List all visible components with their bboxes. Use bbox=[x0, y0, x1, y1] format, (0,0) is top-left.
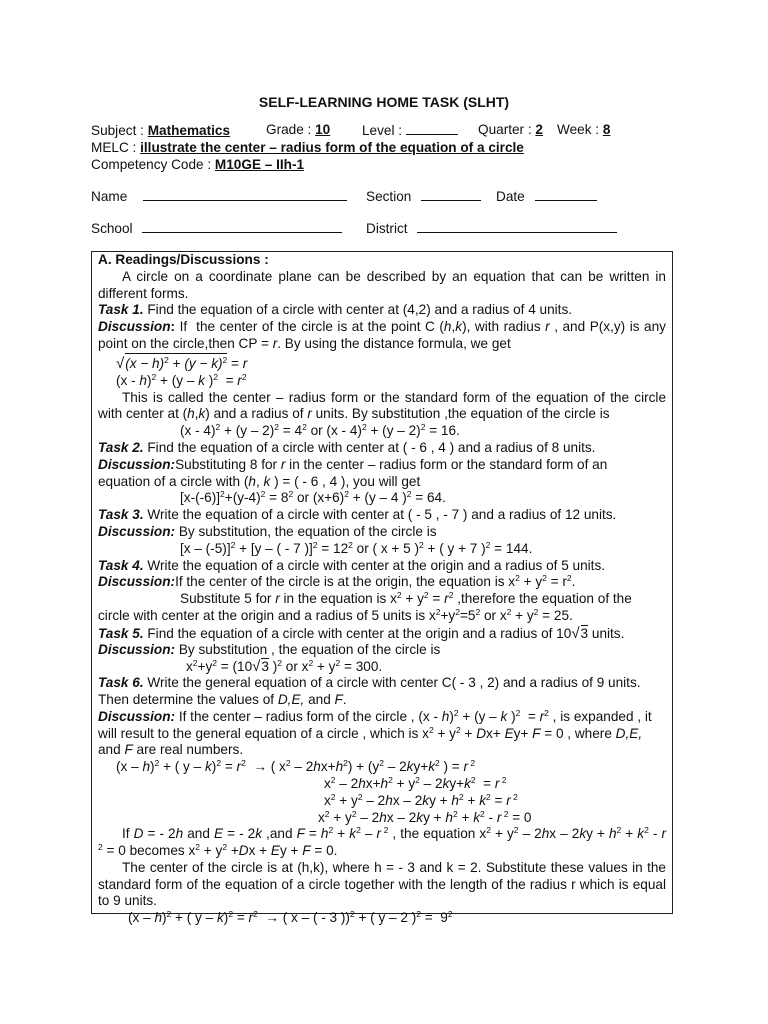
district-field bbox=[366, 220, 617, 236]
discussion-label: Discussion: bbox=[98, 641, 176, 657]
quarter-label: Quarter : bbox=[478, 122, 532, 137]
discussion-text: By substitution, the equation of the circle is bbox=[175, 523, 437, 539]
week-value: 8 bbox=[602, 122, 611, 137]
text-line: The center of the circle is at (h,k), where h = - 3 and k = 2. Substitute these values in the bbox=[122, 859, 666, 875]
level-blank[interactable] bbox=[406, 122, 458, 135]
equation-line: (x – h)$^2$ + ( $y - k)^2 = r^2$ → ( x – ( - 3 ))$^2$ + ( y – 2 )$^2 = 9^2$ bbox=[128, 909, 453, 926]
section-heading: A. Readings/Discussions : bbox=[98, 252, 269, 267]
name-blank[interactable] bbox=[143, 188, 347, 201]
discussion4-line: Discussion:If the center of the circle is at the origin, the equation is $x^2 + y^2 = r^2$. bbox=[98, 573, 576, 590]
text-line: equation of a circle with (h, k ) = ( - 6 , 4 ), you will get bbox=[98, 473, 421, 489]
task3-line bbox=[98, 507, 666, 524]
task-label: Task 2. bbox=[98, 439, 144, 455]
equation-line: $(x - 4)^2 + (y - 2)^2 = 4^2$ or (x - 4)$^2$ + (y – 2)$^2$ = 16. bbox=[180, 422, 460, 439]
task-text: Find the equation of a circle with center at ( - 6 , 4 ) and a radius of 8 units. bbox=[143, 439, 596, 455]
discussion-label: Discussion: bbox=[98, 456, 176, 472]
page-title: SELF-LEARNING HOME TASK (SLHT) bbox=[258, 94, 510, 110]
district-label: District bbox=[366, 221, 408, 236]
text-line: will result to the general equation of a circle , which is $x^2 + y^2 + Dx+ Ey+ F = 0$ , where D,E, bbox=[98, 724, 643, 741]
date-blank[interactable] bbox=[535, 188, 597, 201]
competency-line bbox=[91, 156, 304, 173]
name-field bbox=[91, 188, 347, 205]
text-line: with center at (h,k) and a radius of r units. By substitution ,the equation of the circle is bbox=[98, 406, 610, 422]
equation-line: $[x-(-6)]^2+(y-4)^2 = 8^2$ or $(x+6)^2 + (y - 4$ )$^2$ = 64. bbox=[180, 489, 446, 506]
grade-label: Grade : bbox=[266, 122, 312, 137]
text-line: This is called the center – radius form or the standard form of the equation of the circle bbox=[122, 389, 666, 405]
text-line: point on the circle,then CP = r. By using the distance formula, we get bbox=[98, 335, 511, 351]
equation-line: $x^2 - 2hx+h^2 + y^2 - 2ky+k^2 = r$ $^2$ bbox=[324, 774, 507, 791]
district-blank[interactable] bbox=[417, 220, 617, 233]
text-line: standard form of the equation of a circle together with the length of the radius r which is equal bbox=[98, 876, 666, 892]
discussion3-line bbox=[98, 524, 666, 541]
equation-line: $x^2 + y^2 - 2hx - 2ky + h^2 + k^2 = r$ $^2$ bbox=[324, 791, 518, 808]
discussion1-line: Discussion: If the center of the circle is at the point C (h,k), with radius r , and P(x,y) is any bbox=[98, 319, 666, 335]
section-blank[interactable] bbox=[421, 188, 481, 201]
task-text: Write the equation of a circle with center at ( - 5 , - 7 ) and a radius of 12 units. bbox=[143, 507, 617, 523]
text-line: If D = - 2h and E = - 2k ,and $F = h^2 + k^2 - r$ $^2$ , the equation $x^2 + y^2 - 2hx - 2ky + h^2 + k^2 - r$ bbox=[122, 825, 666, 842]
task2-line bbox=[98, 440, 666, 457]
date-field bbox=[496, 188, 597, 204]
section-label: Section bbox=[366, 189, 412, 204]
task-label: Task 1. bbox=[98, 302, 144, 318]
date-label: Date bbox=[496, 189, 525, 204]
equation-line: (x – h)$^2$ + ( $y - k)^2 = r^2$ → ( $x^2 - 2hx+h^2) + (y^2 - 2ky+k^2$ ) = r $^2$ bbox=[116, 758, 476, 775]
intro-line: A circle on a coordinate plane can be described by an equation that can be written in bbox=[122, 268, 666, 284]
text-line: circle with center at the origin and a radius of 5 units is $x^2+y^2=5^2$ or $x^2 + y^2 = 25$. bbox=[98, 606, 573, 623]
competency-label: Competency Code : bbox=[91, 157, 212, 172]
equation-line: [x – (-5)]$^2$ + [y – ( - 7 )]$^2 = 12^2$ or ( x + 5 )$^2$ + ( y + 7 )$^2$ = 144. bbox=[180, 539, 533, 556]
competency-value: M10GE – IIh-1 bbox=[214, 157, 305, 172]
discussion-label: Discussion: bbox=[98, 523, 176, 539]
subject-value: Mathematics bbox=[147, 123, 231, 138]
task6-line bbox=[98, 675, 666, 692]
text-line: and F are real numbers. bbox=[98, 742, 244, 758]
level-label: Level : bbox=[362, 123, 403, 138]
discussion5-line: Discussion: By substitution , the equation of the circle is bbox=[98, 641, 441, 657]
name-label: Name bbox=[91, 189, 128, 204]
text-line: to 9 units. bbox=[98, 893, 157, 909]
school-blank[interactable] bbox=[142, 220, 342, 233]
intro-line: different forms. bbox=[98, 285, 189, 301]
text-line: Then determine the values of D,E, and F. bbox=[98, 691, 347, 707]
text-line: Substitute 5 for r in the equation is $x^2 + y^2 = r^2$ ,therefore the equation of the bbox=[180, 590, 632, 607]
task-label: Task 4. bbox=[98, 557, 144, 573]
task5-line: Task 5. Find the equation of a circle with center at the origin and a radius of 10√3 units. bbox=[98, 624, 625, 642]
task-text: Write the general equation of a circle with center C( - 3 , 2) and a radius of 9 units. bbox=[143, 675, 641, 691]
level-field bbox=[362, 122, 458, 138]
task-label: Task 3. bbox=[98, 507, 144, 523]
task4-line bbox=[98, 558, 666, 575]
subject-line bbox=[91, 122, 230, 139]
melc-line bbox=[91, 139, 524, 156]
discussion2-line: Discussion:Substituting 8 for r in the center – radius form or the standard form of an bbox=[98, 456, 608, 472]
melc-label: MELC : bbox=[91, 140, 137, 155]
text-line: $^2$ = 0 becomes $x^2 + y^2 +Dx + Ey + F = 0$. bbox=[98, 842, 338, 859]
week-label: Week : bbox=[557, 122, 600, 137]
discussion-label: Discussion: bbox=[98, 708, 176, 724]
quarter-field bbox=[478, 122, 543, 137]
equation-line: $x^2 + y^2 - 2hx - 2ky + h^2 + k^2 - r$ $^2$ = 0 bbox=[318, 808, 532, 825]
school-label: School bbox=[91, 221, 133, 236]
discussion-label: Discussion: bbox=[98, 574, 176, 590]
equation-line: $x^2+y^2 = (10√3$ )$^2$ or $x^2 + y^2 = 300$. bbox=[186, 658, 383, 676]
melc-value: illustrate the center – radius form of the equation of a circle bbox=[140, 140, 524, 155]
equation-line: (x - h)$^2$ + (y – k )$^2 = r^2$ bbox=[116, 371, 247, 388]
task-label: Task 5. bbox=[98, 625, 144, 641]
grade-value: 10 bbox=[315, 122, 331, 137]
task-text: Write the equation of a circle with center at the origin and a radius of 5 units. bbox=[143, 557, 606, 573]
distance-formula: $√(x - h)^2 + (y - k)^2 = r$ bbox=[116, 354, 248, 372]
subject-label: Subject : bbox=[91, 123, 144, 138]
week-field bbox=[557, 122, 610, 137]
task-text: Find the equation of a circle with center at (4,2) and a radius of 4 units. bbox=[143, 302, 573, 318]
discussion6-line: Discussion: If the center – radius form of the circle , (x - h)$^2$ + (y – k )$^2 = r^2$ , is expanded , it bbox=[98, 707, 652, 724]
task-label: Task 6. bbox=[98, 675, 144, 691]
school-field bbox=[91, 220, 342, 237]
grade-field bbox=[266, 122, 330, 137]
task1-line bbox=[98, 302, 666, 319]
quarter-value: 2 bbox=[535, 122, 543, 137]
section-field bbox=[366, 188, 481, 204]
readings-box bbox=[91, 251, 673, 926]
discussion-label: Discussion bbox=[98, 319, 171, 335]
